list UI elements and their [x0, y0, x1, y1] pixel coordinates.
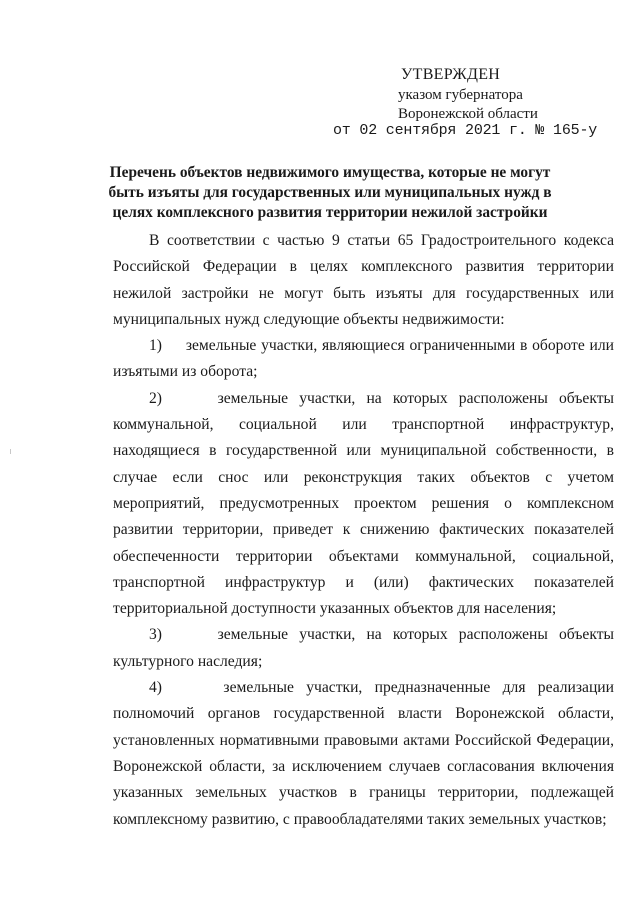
list-item-text: земельные участки, являющиеся ограниченными в обороте или изъятыми из оборота;: [113, 337, 614, 381]
scan-artifact-mark: [10, 449, 11, 454]
list-item-number: 4): [149, 679, 162, 697]
approved-by-line-1: указом губернатора: [398, 87, 523, 103]
decree-date-number: от 02 сентября 2021 г. № 165-у: [333, 122, 598, 139]
document-body: [113, 228, 614, 833]
list-item: [113, 386, 614, 623]
list-item-number: 2): [149, 389, 162, 407]
approved-heading: УТВЕРЖДЕН: [401, 66, 501, 83]
approved-by-line-2: Воронежской области: [398, 106, 538, 122]
document-title: Перечень объектов недвижимого имущества, которые не могут быть изъяты для государственных или муниципальных нужд в целях комплексного развития территории нежилой застройки: [108, 164, 552, 221]
list-item-number: 3): [149, 626, 162, 644]
list-item-text: земельные участки, на которых расположены объекты коммунальной, социальной или транспортной инфраструктур, находящиеся в государственной или муниципальной собственности, в случае если снос или реконструкция таких объектов с учетом мероприятий, предусмотренных проектом решения о комплексном развитии территории, приведет к снижению фактических показателей обеспеченности территории объектами коммунальной, социальной, транспортной инфраструктур и (или) фактических показателей территориальной доступности указанных объектов для населения;: [113, 389, 614, 618]
intro-paragraph: В соответствии с частью 9 статьи 65 Градостроительного кодекса Российской Федерации в целях комплексного развития территории нежилой застройки не могут быть изъяты для государственных или муниципальных нужд следующие объекты недвижимости:: [113, 232, 614, 328]
list-item: [113, 622, 614, 675]
list-item: [113, 333, 614, 386]
list-item-text: земельные участки, на которых расположены объекты культурного наследия;: [113, 626, 614, 670]
list-item-number: 1): [149, 337, 162, 355]
list-item: [113, 675, 614, 833]
list-item-text: земельные участки, предназначенные для реализации полномочий органов государственной власти Воронежской области, установленных нормативными правовыми актами Российской Федерации, Воронежской области, за исключением случаев согласования включения указанных земельных участков в границы территории, подлежащей комплексному развитию, с правообладателями таких земельных участков;: [113, 679, 614, 828]
